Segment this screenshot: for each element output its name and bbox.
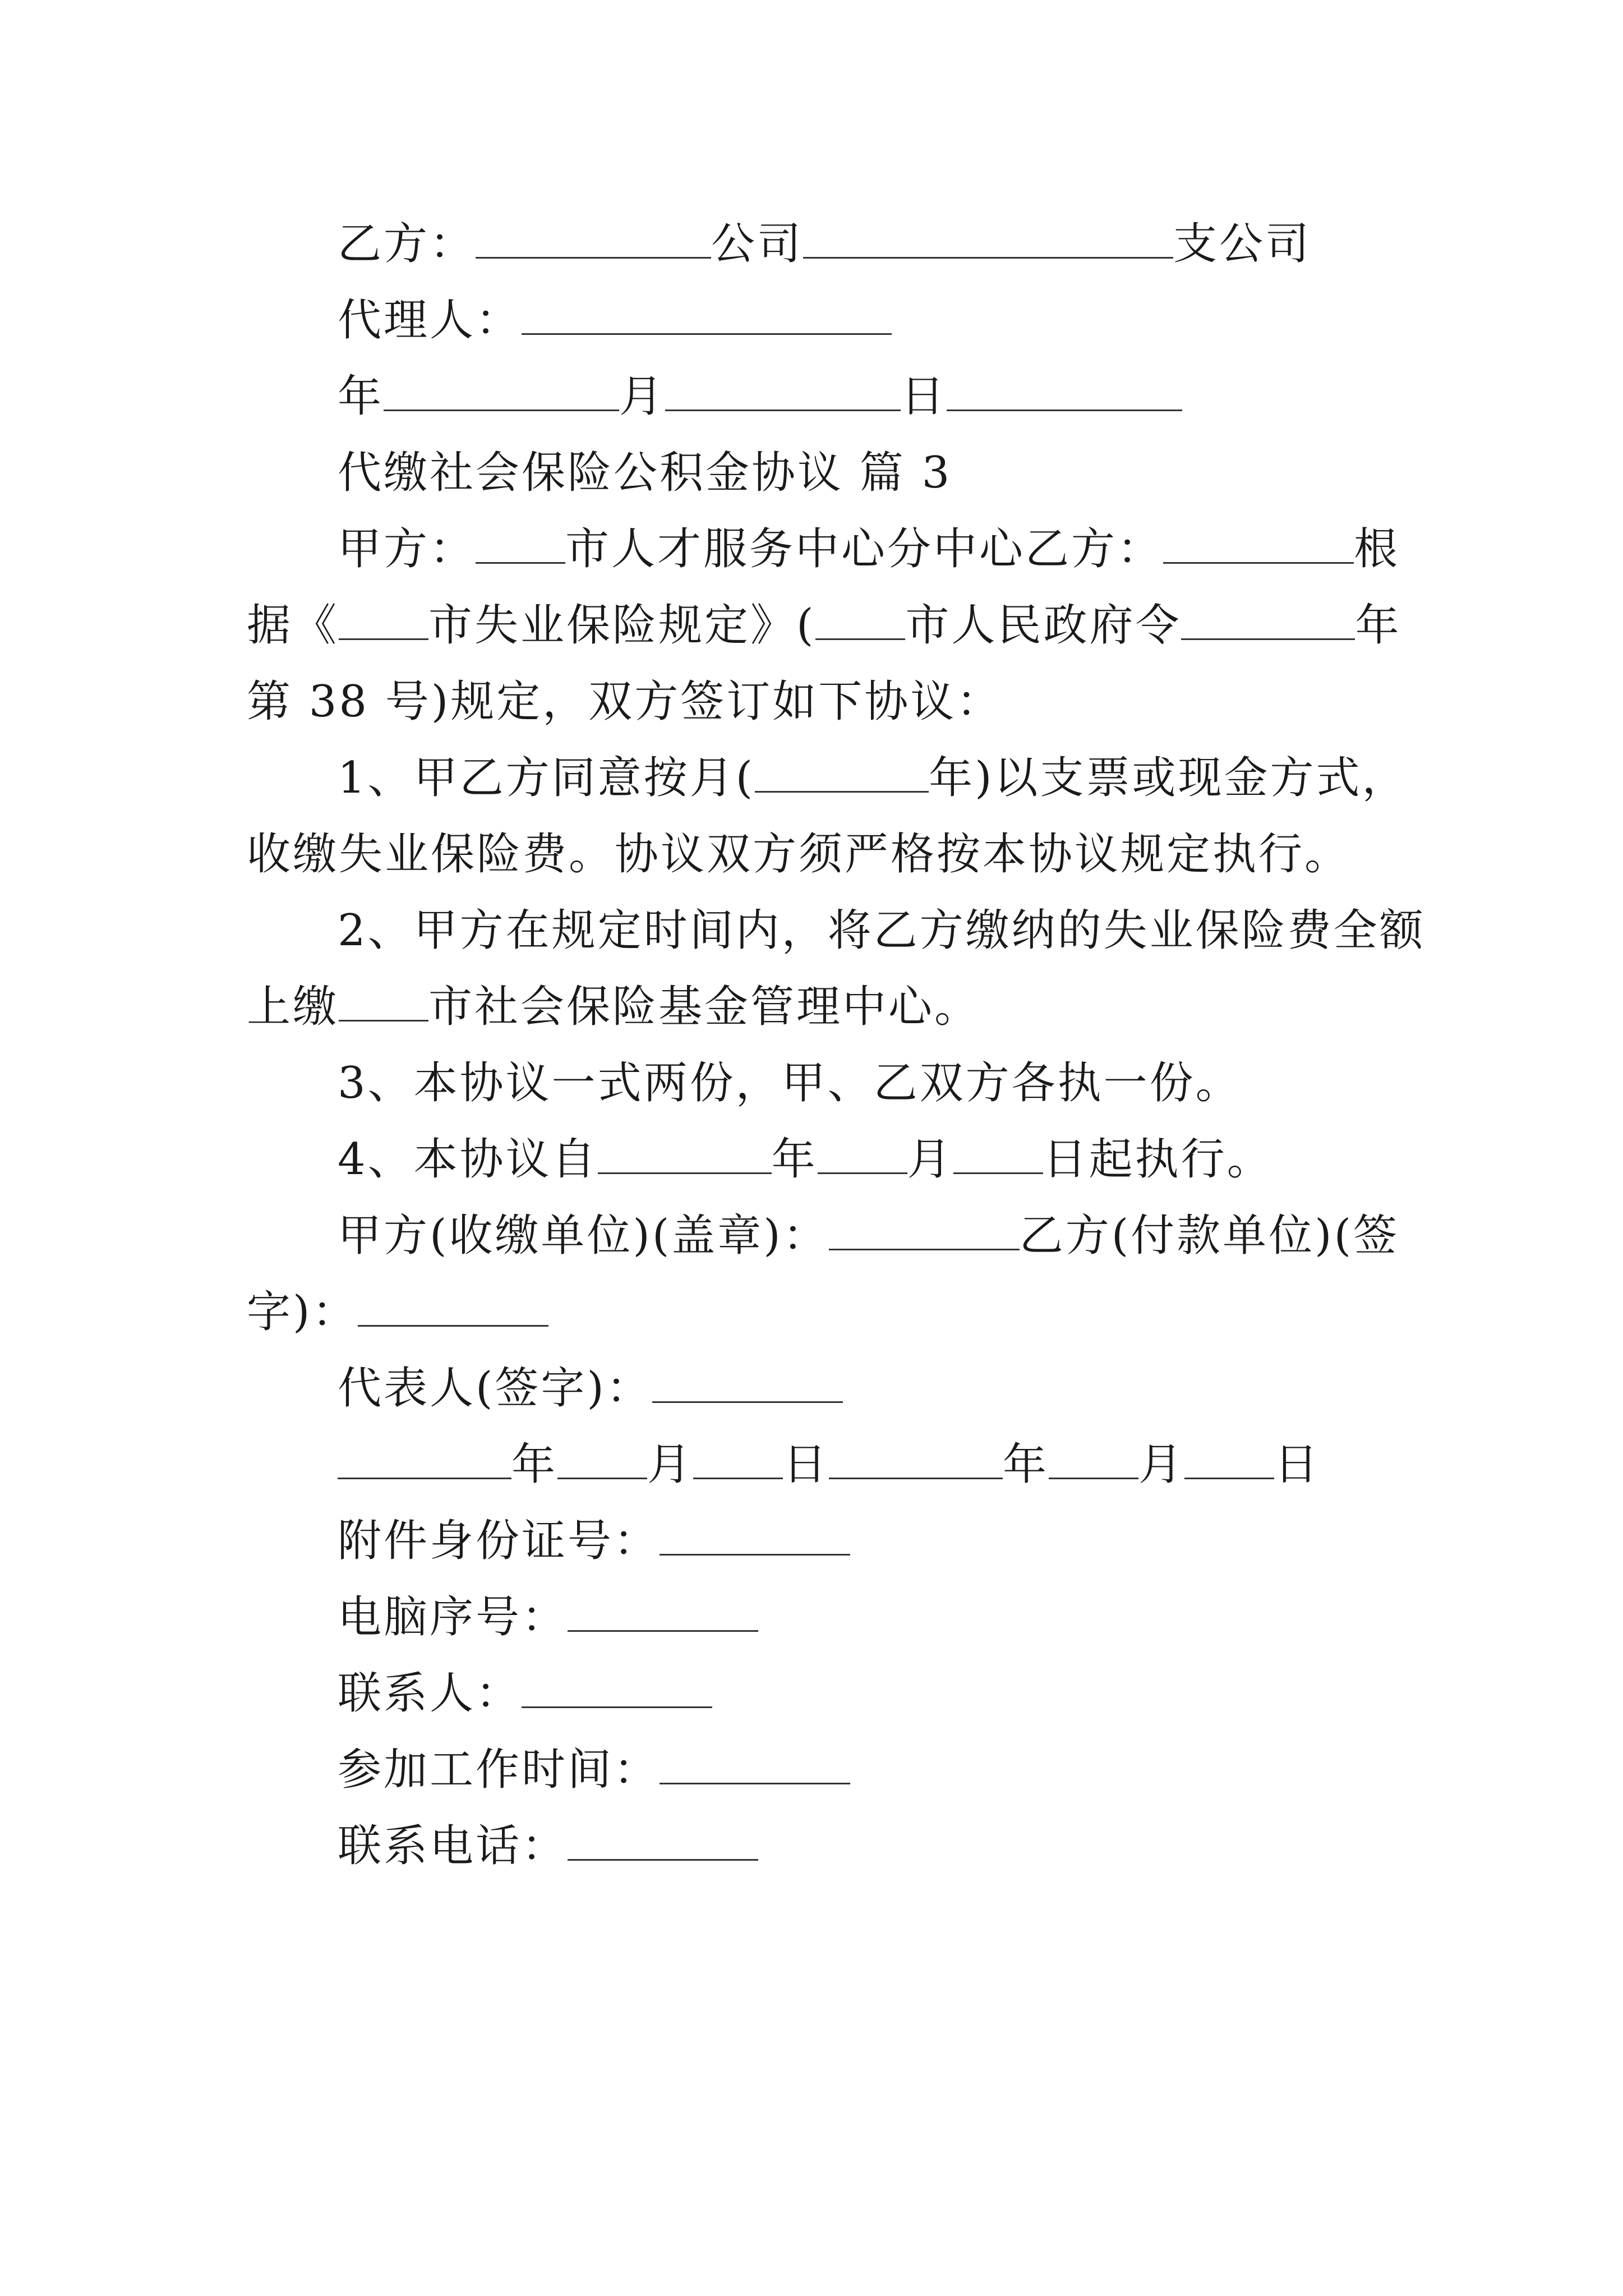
date-text: 月	[1138, 1439, 1185, 1490]
intro-line-2	[247, 587, 1401, 664]
contact-blank[interactable]	[522, 1662, 712, 1708]
company-label: 公司	[711, 219, 804, 269]
signature-text: 甲方(收缴单位)(盖章)：	[338, 1211, 829, 1261]
clause-2-line-2	[247, 968, 1396, 1046]
phone-line	[338, 1807, 1396, 1885]
clause-2-line-1: 2、甲方在规定时间内，将乙方缴纳的失业保险费全额	[338, 905, 1426, 956]
day-blank[interactable]	[947, 365, 1182, 411]
city-blank[interactable]	[339, 975, 428, 1022]
city-blank[interactable]	[476, 517, 565, 564]
intro-text: 年	[1355, 600, 1401, 651]
branch-label: 支公司	[1173, 219, 1312, 269]
branch-blank[interactable]	[803, 212, 1173, 259]
intro-text: 市失业保险规定》(	[428, 600, 816, 651]
party-a-seal-blank[interactable]	[829, 1204, 1020, 1250]
work-start-line	[338, 1731, 1396, 1809]
month-label: 月	[619, 371, 666, 422]
clause-text: 年)以支票或现金方式，	[929, 753, 1408, 803]
party-b-signature-blank[interactable]	[358, 1280, 548, 1327]
date-line-1	[338, 358, 1396, 435]
month-blank[interactable]	[665, 365, 901, 411]
signature-line-1	[338, 1197, 1400, 1274]
decree-year-blank[interactable]	[1181, 593, 1355, 640]
year-blank[interactable]	[384, 365, 619, 411]
intro-text: 甲方：	[338, 524, 476, 574]
month-blank[interactable]	[557, 1433, 647, 1479]
start-year-blank[interactable]	[598, 1128, 772, 1174]
clause-4	[338, 1121, 1396, 1198]
clause-text: 4、本协议自	[338, 1134, 598, 1185]
id-number-blank[interactable]	[660, 1509, 850, 1556]
month-blank[interactable]	[1049, 1433, 1138, 1479]
date-text: 月	[647, 1439, 694, 1490]
day-label: 日	[901, 371, 947, 422]
contact-line	[338, 1655, 1396, 1732]
year-blank[interactable]	[338, 1433, 511, 1479]
work-start-label: 参加工作时间：	[338, 1745, 660, 1795]
representative-blank[interactable]	[652, 1356, 843, 1403]
representative-label: 代表人(签字)：	[338, 1363, 652, 1414]
representative-line	[338, 1350, 1396, 1427]
date-text: 年	[511, 1439, 558, 1490]
work-start-blank[interactable]	[660, 1738, 850, 1784]
agent-label: 代理人：	[338, 295, 522, 346]
computer-no-line	[338, 1579, 1396, 1656]
signature-text: 字)：	[247, 1287, 358, 1337]
clause-text: 1、甲乙方同意按月(	[338, 753, 755, 803]
signature-line-2	[247, 1273, 1396, 1351]
date-line-2	[338, 1426, 1396, 1503]
id-number-label: 附件身份证号：	[338, 1516, 660, 1566]
year-label: 年	[338, 371, 384, 422]
day-blank[interactable]	[1184, 1433, 1274, 1479]
computer-no-label: 电脑序号：	[338, 1592, 568, 1642]
computer-no-blank[interactable]	[568, 1585, 758, 1632]
intro-text: 市人才服务中心分中心乙方：	[565, 524, 1164, 574]
intro-text: 根	[1354, 524, 1400, 574]
months-blank[interactable]	[755, 746, 929, 793]
agent-blank[interactable]	[522, 288, 892, 335]
phone-blank[interactable]	[568, 1814, 758, 1861]
intro-line-1	[338, 510, 1400, 588]
party-b-name-blank[interactable]	[1163, 517, 1354, 564]
agent-line	[338, 282, 1396, 359]
clause-text: 月	[907, 1134, 953, 1185]
party-b-label: 乙方：	[338, 219, 476, 269]
year-blank[interactable]	[829, 1433, 1003, 1479]
intro-text: 市人民政府令	[905, 600, 1182, 651]
start-day-blank[interactable]	[953, 1128, 1043, 1174]
contact-label: 联系人：	[338, 1668, 522, 1719]
date-text: 年	[1003, 1439, 1049, 1490]
date-text: 日	[1274, 1439, 1321, 1490]
clause-text: 上缴	[247, 982, 339, 1032]
clause-3: 3、本协议一式两份，甲、乙双方各执一份。	[338, 1058, 1242, 1108]
intro-text: 据《	[247, 600, 339, 651]
start-month-blank[interactable]	[818, 1128, 907, 1174]
company-blank[interactable]	[476, 212, 711, 259]
city-blank[interactable]	[339, 593, 428, 640]
party-b-line	[338, 205, 1396, 283]
day-blank[interactable]	[693, 1433, 783, 1479]
city-blank[interactable]	[815, 593, 905, 640]
clause-text: 日起执行。	[1043, 1134, 1273, 1185]
signature-text: 乙方(付款单位)(签	[1019, 1211, 1400, 1261]
phone-label: 联系电话：	[338, 1821, 568, 1871]
section-title: 代缴社会保险公积金协议 篇 3	[338, 448, 952, 498]
clause-text: 年	[771, 1134, 818, 1185]
clause-1-line-2: 收缴失业保险费。协议双方须严格按本协议规定执行。	[247, 829, 1351, 880]
clause-1-line-1	[338, 739, 1408, 817]
date-text: 日	[783, 1439, 829, 1490]
intro-line-3: 第 38 号)规定，双方签订如下协议：	[247, 677, 1003, 727]
clause-text: 市社会保险基金管理中心。	[428, 982, 981, 1032]
id-number-line	[338, 1502, 1396, 1580]
